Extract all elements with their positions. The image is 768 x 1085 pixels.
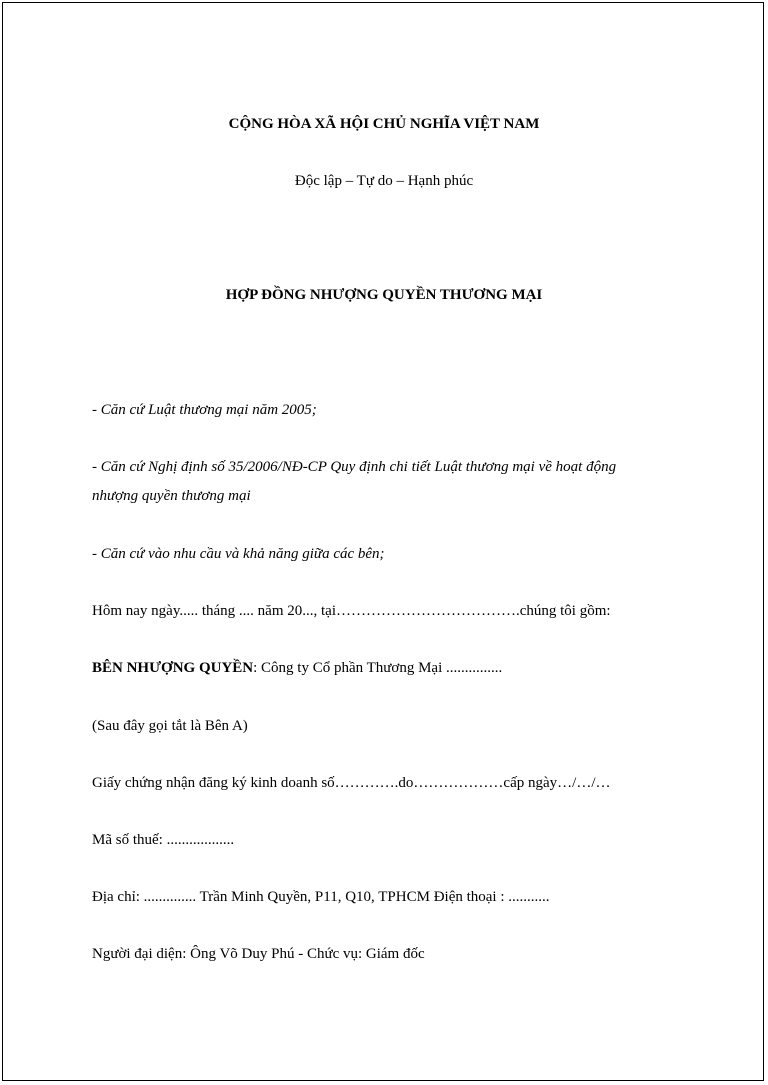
legal-basis-item-2-line-2: nhượng quyền thương mại [92,488,251,504]
address-line: Địa chỉ: .............. Trần Minh Quyền, P11, Q10, TPHCM Điện thoại : ........... [92,889,550,905]
tax-code-line: Mã số thuế: .................. [92,832,235,848]
representative-line: Người đại diện: Ông Võ Duy Phú - Chức vụ: Giám đốc [92,946,425,962]
party-a-alias: (Sau đây gọi tắt là Bên A) [92,718,248,734]
contract-title: HỢP ĐỒNG NHƯỢNG QUYỀN THƯƠNG MẠI [225,287,543,303]
party-a-label: BÊN NHƯỢNG QUYỀN [92,660,254,676]
national-motto: Độc lập – Tự do – Hạnh phúc [294,173,474,189]
legal-basis-item-1: - Căn cứ Luật thương mại năm 2005; [92,402,317,418]
business-license-line: Giấy chứng nhận đăng ký kinh doanh số………….do………………cấp ngày…/…/… [92,775,611,791]
legal-basis-item-3: - Căn cứ vào nhu cầu và khả năng giữa các bên; [92,546,385,562]
national-title: CỘNG HÒA XÃ HỘI CHỦ NGHĨA VIỆT NAM [228,116,540,132]
party-a-line [92,658,502,678]
date-place-line: Hôm nay ngày..... tháng .... năm 20..., tại……………………………….chúng tôi gồm: [92,603,611,619]
legal-basis-item-2-line-1: - Căn cứ Nghị định số 35/2006/NĐ-CP Quy định chi tiết Luật thương mại về hoạt động [92,459,617,475]
party-a-value: : Công ty Cổ phần Thương Mại ............... [253,660,503,676]
